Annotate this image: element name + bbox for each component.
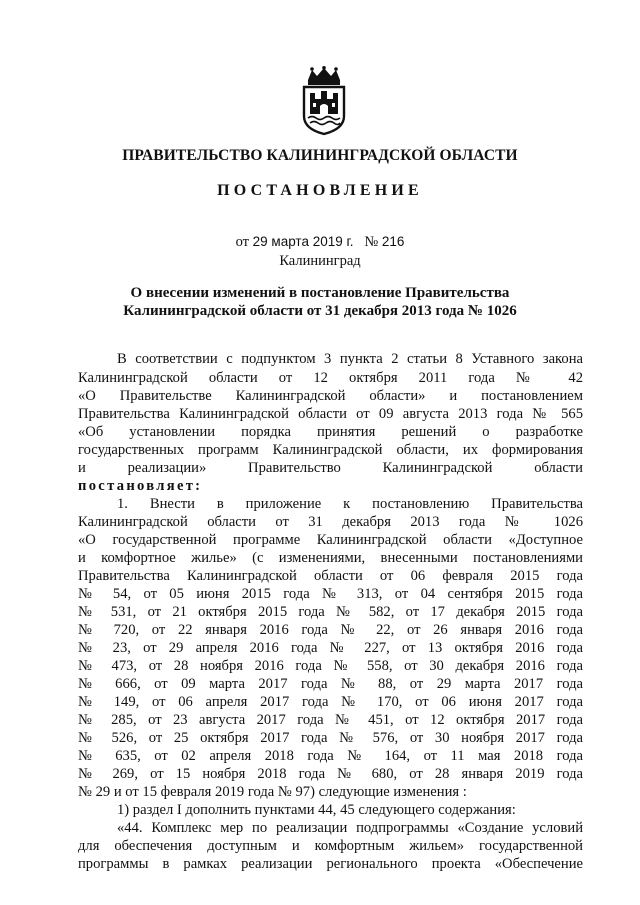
city: Калининград	[279, 253, 361, 269]
body-line: № 269, от 15 ноября 2018 года № 680, от 28 января 2019 года	[78, 766, 583, 782]
coat-of-arms-icon	[298, 66, 350, 136]
body-line: № 149, от 06 апреля 2017 года № 170, от 06 июня 2017 года	[78, 694, 583, 710]
government-name: ПРАВИТЕЛЬСТВО КАЛИНИНГРАДСКОЙ ОБЛАСТИ	[122, 147, 518, 164]
body-line: № 473, от 28 ноября 2016 года № 558, от 30 декабря 2016 года	[78, 658, 583, 674]
document-title-line-1: О внесении изменений в постановление Правительства	[130, 285, 510, 301]
body-line: для обеспечения доступным и комфортным жильем» государственной	[78, 838, 583, 854]
body-line-resolves: постановляет:	[78, 478, 203, 494]
body-line: № 666, от 09 марта 2017 года № 88, от 29 марта 2017 года	[78, 676, 583, 692]
body-line: № 526, от 25 октября 2017 года № 576, от 30 ноября 2017 года	[78, 730, 583, 746]
body-line: государственных программ Калининградской области, их формирования	[78, 442, 583, 458]
body-line: «Об установлении порядка принятия решений о разработке	[78, 424, 583, 440]
date-line	[0, 234, 640, 251]
body-line: 1) раздел I дополнить пунктами 44, 45 следующего содержания:	[117, 802, 516, 818]
body-line: «О Правительстве Калининградской области» и постановлением	[78, 388, 583, 404]
body-line: 1. Внести в приложение к постановлению Правительства	[117, 496, 583, 512]
body-line: Калининградской области от 31 декабря 2013 года № 1026	[78, 514, 583, 530]
body-line: В соответствии с подпунктом 3 пункта 2 статьи 8 Уставного закона	[117, 351, 583, 367]
decree-type: ПОСТАНОВЛЕНИЕ	[217, 182, 423, 199]
body-line: и реализации» Правительство Калининградской области	[78, 460, 583, 476]
body-line: № 531, от 21 октября 2015 года № 582, от 17 декабря 2015 года	[78, 604, 583, 620]
body-line: № 720, от 22 января 2016 года № 22, от 26 января 2016 года	[78, 622, 583, 638]
body-line: № 23, от 29 апреля 2016 года № 227, от 13 октября 2016 года	[78, 640, 583, 656]
document-title-line-2: Калининградской области от 31 декабря 2013 года № 1026	[123, 303, 517, 319]
body-line: Калининградской области от 12 октября 2011 года № 42	[78, 370, 583, 386]
body-line: и комфортное жилье» (с изменениями, внесенными постановлениями	[78, 550, 583, 566]
number-prefix: №	[364, 234, 379, 250]
body-line: № 29 и от 15 февраля 2019 года № 97) следующие изменения :	[78, 784, 467, 800]
body-line: Правительства Калининградской области от 06 февраля 2015 года	[78, 568, 583, 584]
body-line: программы в рамках реализации регионального проекта «Обеспечение	[78, 856, 583, 872]
body-line: № 54, от 05 июня 2015 года № 313, от 04 сентября 2015 года	[78, 586, 583, 602]
body-line: «44. Комплекс мер по реализации подпрограммы «Создание условий	[117, 820, 583, 836]
body-line: Правительства Калининградской области от 09 августа 2013 года № 565	[78, 406, 583, 422]
body-line: «О государственной программе Калининградской области «Доступное	[78, 532, 583, 548]
body-line: № 285, от 23 августа 2017 года № 451, от 12 октября 2017 года	[78, 712, 583, 728]
date-prefix: от	[235, 234, 250, 250]
decree-number: 216	[381, 234, 405, 249]
decree-date: 29 марта 2019 г.	[252, 234, 354, 249]
body-line: № 635, от 02 апреля 2018 года № 164, от 11 мая 2018 года	[78, 748, 583, 764]
